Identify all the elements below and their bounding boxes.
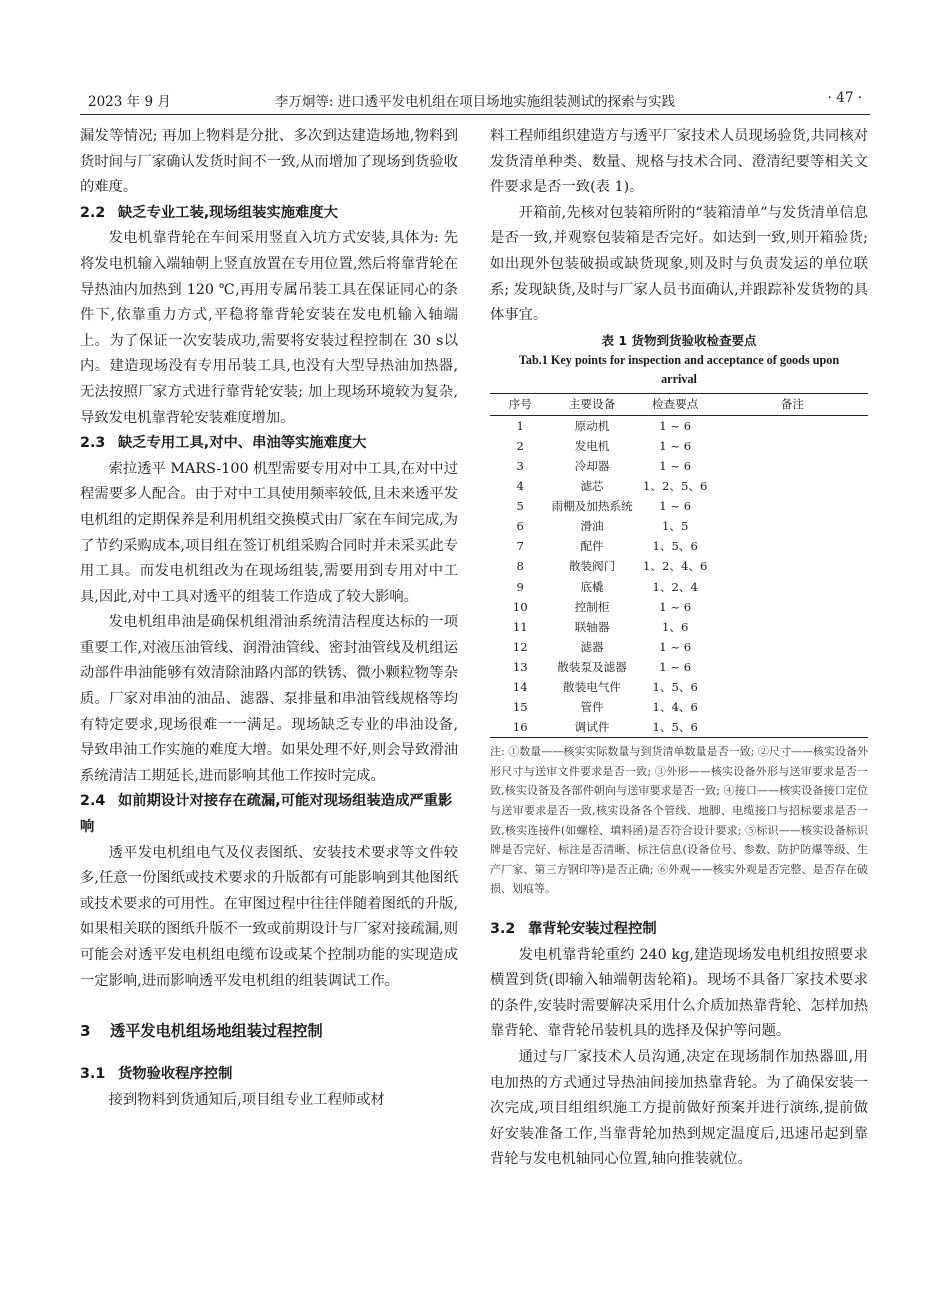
equipment-cell: 滤芯 <box>580 479 604 494</box>
section-heading-3-1 <box>80 1062 458 1088</box>
row-number-cell: 1 <box>516 418 524 433</box>
checkpoints-cell: 1 ~ 6 <box>659 599 692 614</box>
table-row <box>490 617 868 637</box>
table-row <box>490 496 868 516</box>
column-header: 备注 <box>717 393 868 415</box>
issue-date: 2023 年 9 月 <box>88 94 171 110</box>
table-title-en: Tab.1 Key points for inspection and acceptance of goods upon arrival <box>518 352 840 386</box>
section-number: 3.1 <box>80 1066 106 1083</box>
remarks-cell <box>717 415 868 436</box>
remarks-cell <box>717 697 868 717</box>
paragraph: 通过与厂家技术人员沟通,决定在现场制作加热器皿,用电加热的方式通过导热油间接加热靠背轮。为了确保安装一次完成,项目组组织施工方提前做好预案并进行演练,提前做好安装准备工作,当靠背轮加热到规定温度后,迅速吊起到靠背轮与发电机轴同心位置,轴向推装就位。 <box>490 1048 868 1168</box>
section-number: 3.2 <box>490 921 516 937</box>
section-title: 货物验收程序控制 <box>118 1066 233 1083</box>
checkpoints-cell: 1、5、6 <box>652 680 698 695</box>
table-row <box>490 436 868 456</box>
row-number-cell: 16 <box>490 717 550 738</box>
table-title-cn: 表 1 货物到货验收检查要点 <box>601 332 757 348</box>
table-row <box>490 415 868 436</box>
section-title: 靠背轮安装过程控制 <box>528 921 657 937</box>
row-number-cell: 13 <box>512 659 528 674</box>
table-row <box>490 516 868 536</box>
checkpoints-cell: 1、2、4 <box>652 579 698 594</box>
equipment-cell: 底橇 <box>580 579 604 594</box>
column-header: 主要设备 <box>550 393 633 415</box>
remarks-cell <box>717 436 868 456</box>
row-number-cell: 5 <box>516 499 524 514</box>
table-row <box>490 556 868 576</box>
row-number-cell: 12 <box>512 639 528 654</box>
equipment-cell: 控制柜 <box>574 599 610 614</box>
checkpoints-cell: 1、6 <box>662 619 689 634</box>
checkpoints-cell: 1、4、6 <box>652 700 698 715</box>
checkpoints-cell: 1、2、5、6 <box>643 479 708 494</box>
equipment-cell: 原动机 <box>574 418 610 433</box>
paragraph: 料工程师组织建造方与透平厂家技术人员现场验货,共同核对发货清单种类、数量、规格与技术合同、澄清纪要等相关文件要求是否一致(表 1)。 <box>490 128 868 196</box>
paragraph: 透平发电机组电气及仪表图纸、安装技术要求等文件较多,任意一份图纸或技术要求的升版都有可能影响到其他图纸或技术要求的可用性。在审图过程中往往伴随着图纸的升版,如果相关联的图纸升版不一致或前期设计与厂家对接疏漏,则可能会对透平发电机组电缆布设或某个控制功能的实现造成一定影响,进而影响透平发电机组的组装调试工作。 <box>80 844 458 989</box>
row-number-cell: 9 <box>516 579 524 594</box>
table-header-row <box>490 393 868 415</box>
section-heading-2-4 <box>80 789 458 840</box>
remarks-cell <box>717 456 868 476</box>
equipment-cell: 散装阀门 <box>568 559 616 574</box>
equipment-cell: 调试件 <box>550 717 633 738</box>
paragraph: 接到物料到货通知后,项目组专业工程师或材 <box>108 1091 385 1108</box>
remarks-cell <box>717 516 868 536</box>
section-number: 2.4 <box>80 793 106 810</box>
table-row <box>490 597 868 617</box>
remarks-cell <box>717 657 868 677</box>
row-number-cell: 4 <box>516 479 524 494</box>
section-heading-2-3 <box>80 431 458 457</box>
section-title: 缺乏专业工装,现场组装实施难度大 <box>118 204 338 221</box>
checkpoints-cell: 1 ~ 6 <box>659 659 692 674</box>
chapter-heading-3 <box>80 1018 458 1044</box>
row-number-cell: 10 <box>512 599 528 614</box>
table-row <box>490 456 868 476</box>
row-number-cell: 3 <box>516 458 524 473</box>
left-column <box>80 124 458 1113</box>
table-row <box>490 657 868 677</box>
remarks-cell <box>717 717 868 738</box>
table-row <box>490 717 868 738</box>
section-title: 透平发电机组场地组装过程控制 <box>110 1022 323 1041</box>
right-column <box>490 124 868 1173</box>
section-number: 2.2 <box>80 204 106 221</box>
row-number-cell: 8 <box>516 559 524 574</box>
paragraph: 发电机靠背轮重约 240 kg,建造现场发电机组按照要求横置到货(即输入轴端朝齿轮箱)。现场不具备厂家技术要求的条件,安装时需要解决采用什么介质加热靠背轮、怎样加热靠背轮、靠背轮吊装机具的选择及保护等问题。 <box>490 946 868 1040</box>
table-row <box>490 677 868 697</box>
section-heading-2-2 <box>80 201 458 227</box>
equipment-cell: 滑油 <box>580 519 604 534</box>
paragraph: 发电机靠背轮在车间采用竖直入坑方式安装,具体为: 先将发电机输入端轴朝上竖直放置在专用位置,然后将靠背轮在导热油内加热到 120 ℃,再用专属吊装工具在保证同心的条件下,依靠重力方式,平稳将靠背轮安装在发电机输入轴端上。为了保证一次安装成功,需要将安装过程控制在 30 s以内。建造现场没有专用吊装工具,也没有大型导热油加热器,无法按照厂家方式进行靠背轮安装; 加上现场环境较为复杂,导致发电机靠背轮安装难度增加。 <box>80 230 458 426</box>
checkpoints-cell: 1 ~ 6 <box>659 499 692 514</box>
table-row <box>490 476 868 496</box>
checkpoints-cell: 1 ~ 6 <box>659 639 692 654</box>
table-body <box>490 415 868 738</box>
equipment-cell: 雨棚及加热系统 <box>551 499 633 514</box>
table-row <box>490 637 868 657</box>
equipment-cell: 发电机 <box>574 438 610 453</box>
remarks-cell <box>717 556 868 576</box>
table-note: 注: ①数量——核实实际数量与到货清单数量是否一致; ②尺寸——核实设备外形尺寸与送审文件要求是否一致; ③外形——核实设备外形与送审要求是否一致,核实设备及各部件朝向与送审要求是否一致; ④接口——核实设备接口定位与送审要求是否一致,核实设备各个管线、地脚、电缆接口与招标要求是否一致,核实连接件(如螺栓、填料函)是否符合设计要求; ⑤标识——核实设备标识牌是否完好、标注是否清晰、标注信息(设备位号、参数、防护防爆等级、生产厂家、第三方钢印等)是否正确; ⑥外观——核实外观是否完整、是否存在破损、划痕等。 <box>490 745 868 896</box>
section-number: 2.3 <box>80 435 106 452</box>
remarks-cell <box>717 577 868 597</box>
paragraph: 发电机组串油是确保机组滑油系统清洁程度达标的一项重要工作,对液压油管线、润滑油管线、密封油管线及机组运动部件串油能够有效清除油路内部的铁锈、微小颗粒物等杂质。厂家对串油的油品、滤器、泵排量和串油管线规格等均有特定要求,现场很难一一满足。现场缺乏专业的串油设备,导致串油工作实施的难度大增。如果处理不好,则会导致滑油系统清洁工期延长,进而影响其他工作按时完成。 <box>80 614 458 784</box>
equipment-cell: 联轴器 <box>574 619 610 634</box>
remarks-cell <box>717 637 868 657</box>
paragraph: 漏发等情况; 再加上物料是分批、多次到达建造场地,物料到货时间与厂家确认发货时间不一致,从而增加了现场到货验收的难度。 <box>80 128 458 196</box>
equipment-cell: 滤器 <box>580 639 604 654</box>
row-number-cell: 11 <box>512 619 528 634</box>
section-title: 缺乏专用工具,对中、串油等实施难度大 <box>118 435 367 452</box>
checkpoints-cell: 1 ~ 6 <box>659 458 692 473</box>
remarks-cell <box>717 597 868 617</box>
remarks-cell <box>717 536 868 556</box>
row-number-cell: 2 <box>516 438 524 453</box>
equipment-cell: 冷却器 <box>574 458 610 473</box>
section-title: 如前期设计对接存在疏漏,可能对现场组装造成严重影响 <box>80 793 453 836</box>
row-number-cell: 6 <box>516 519 524 534</box>
checkpoints-cell: 1、5、6 <box>634 717 717 738</box>
remarks-cell <box>717 496 868 516</box>
equipment-cell: 管件 <box>580 700 604 715</box>
remarks-cell <box>717 476 868 496</box>
equipment-cell: 散装电气件 <box>563 680 622 695</box>
running-title: 李万炯等: 进口透平发电机组在项目场地实施组装测试的探索与实践 <box>274 94 676 110</box>
checkpoints-cell: 1、5、6 <box>652 539 698 554</box>
table-row <box>490 536 868 556</box>
column-header: 序号 <box>490 393 550 415</box>
section-heading-3-2 <box>490 917 868 943</box>
page-number: · 47 · <box>827 90 862 106</box>
checkpoints-cell: 1、2、4、6 <box>643 559 708 574</box>
checkpoints-cell: 1 ~ 6 <box>659 418 692 433</box>
row-number-cell: 14 <box>512 680 528 695</box>
table-row <box>490 577 868 597</box>
column-header: 检查要点 <box>634 393 717 415</box>
equipment-cell: 散装泵及滤器 <box>557 659 627 674</box>
paragraph: 开箱前,先核对包装箱所附的“装箱清单”与发货清单信息是否一致,并观察包装箱是否完好。如达到一致,则开箱验货; 如出现外包装破损或缺货现象,则及时与负责发运的单位联系; 发现缺货,及时与厂家人员书面确认,并跟踪补发货物的具体事宜。 <box>490 204 868 324</box>
running-header <box>80 88 870 115</box>
row-number-cell: 15 <box>512 700 528 715</box>
table-row <box>490 697 868 717</box>
inspection-table <box>490 393 868 739</box>
checkpoints-cell: 1 ~ 6 <box>659 438 692 453</box>
equipment-cell: 配件 <box>580 539 604 554</box>
section-number: 3 <box>80 1022 91 1041</box>
paragraph: 索拉透平 MARS-100 机型需要专用对中工具,在对中过程需要多人配合。由于对中工具使用频率较低,且未来透平发电机组的定期保养是利用机组交换模式由厂家在车间完成,为了节约采购成本,项目组在签订机组采购合同时并未采买此专用工具。而发电机组改为在现场组装,需要用到专用对中工具,因此,对中工具对透平的组装工作造成了较大影响。 <box>80 460 458 605</box>
remarks-cell <box>717 677 868 697</box>
row-number-cell: 7 <box>516 539 524 554</box>
remarks-cell <box>717 617 868 637</box>
checkpoints-cell: 1、5 <box>662 519 689 534</box>
